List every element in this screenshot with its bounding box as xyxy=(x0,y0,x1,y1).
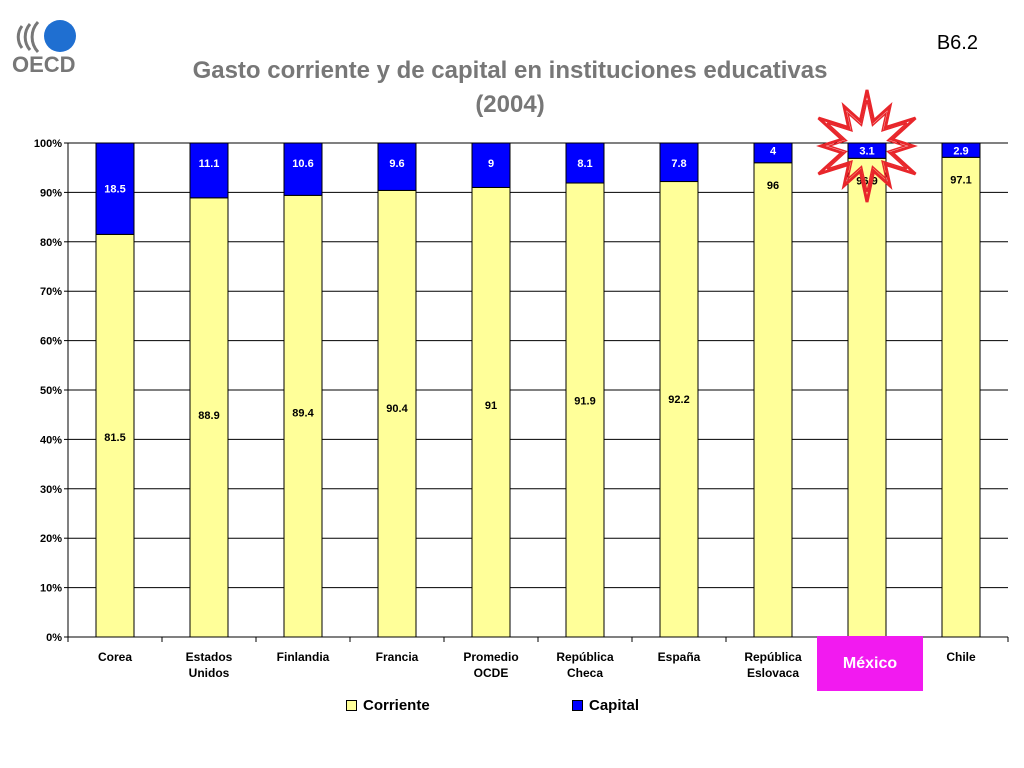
value-label-capital: 10.6 xyxy=(292,157,314,170)
value-label-corriente: 97.1 xyxy=(950,174,972,187)
value-label-corriente: 89.4 xyxy=(292,407,314,420)
value-label-capital: 3.1 xyxy=(859,145,875,158)
x-category-label: Corea xyxy=(97,650,133,664)
bar-corriente xyxy=(942,157,980,637)
chart-title-line1: Gasto corriente y de capital en instituciones educativas xyxy=(192,57,828,84)
value-label-capital: 7.8 xyxy=(671,157,687,170)
x-category-label: Estados xyxy=(185,650,233,664)
chart-title-line2: (2004) xyxy=(475,91,545,118)
value-label-corriente: 96.9 xyxy=(856,175,878,188)
value-label-capital: 9 xyxy=(487,157,495,170)
y-tick-label: 40% xyxy=(39,434,62,447)
bar-corriente xyxy=(660,182,698,637)
value-label-capital: 18.5 xyxy=(104,183,126,196)
y-tick-label: 20% xyxy=(39,533,62,546)
legend-label-corriente: Corriente xyxy=(363,697,430,714)
bar-corriente xyxy=(848,158,886,637)
y-tick-label: 60% xyxy=(39,335,62,348)
legend xyxy=(346,697,686,719)
y-tick-label: 80% xyxy=(39,236,62,249)
value-label-corriente: 91.9 xyxy=(574,395,596,408)
x-category-label: República xyxy=(744,650,802,664)
value-label-corriente: 96 xyxy=(766,179,780,192)
bar-corriente xyxy=(566,183,604,637)
y-tick-label: 50% xyxy=(39,385,62,397)
x-category-label: Eslovaca xyxy=(746,666,800,680)
bar-corriente xyxy=(754,163,792,637)
x-category-label: Unidos xyxy=(188,666,230,680)
mexico-highlight-label: México xyxy=(817,636,923,691)
slide-code: B6.2 xyxy=(936,32,978,54)
x-category-label: República xyxy=(556,650,614,664)
value-label-capital: 11.1 xyxy=(198,157,220,170)
legend-item-corriente xyxy=(346,697,430,714)
bar-corriente xyxy=(472,187,510,637)
logo-text: OECD xyxy=(12,52,76,77)
value-label-corriente: 81.5 xyxy=(104,431,126,444)
value-label-capital: 9.6 xyxy=(389,157,405,170)
bar-capital xyxy=(190,143,228,198)
legend-swatch-capital xyxy=(572,700,583,711)
x-category-label: Finlandia xyxy=(276,650,330,664)
legend-swatch-corriente xyxy=(346,700,357,711)
value-label-corriente: 88.9 xyxy=(198,410,220,423)
legend-label-capital: Capital xyxy=(589,697,640,714)
legend-item-capital xyxy=(572,697,639,714)
x-category-label: OCDE xyxy=(473,666,509,680)
y-tick-label: 30% xyxy=(39,483,62,496)
x-category-label: Francia xyxy=(375,650,419,664)
x-category-label: Checa xyxy=(566,666,604,680)
x-category-label: Promedio xyxy=(463,650,519,664)
y-tick-label: 10% xyxy=(39,582,62,595)
value-label-corriente: 90.4 xyxy=(386,402,408,415)
value-label-capital: 8.1 xyxy=(577,157,593,170)
value-label-corriente: 92.2 xyxy=(668,393,690,406)
value-label-capital: 4 xyxy=(769,145,777,158)
value-label-capital: 2.9 xyxy=(953,145,969,158)
y-tick-label: 100% xyxy=(33,138,62,150)
x-category-label: España xyxy=(657,650,701,664)
y-tick-label: 70% xyxy=(39,286,62,299)
x-category-label: Chile xyxy=(946,650,976,664)
y-tick-label: 90% xyxy=(39,187,62,200)
y-tick-label: 0% xyxy=(46,632,62,644)
value-label-corriente: 91 xyxy=(484,399,498,412)
